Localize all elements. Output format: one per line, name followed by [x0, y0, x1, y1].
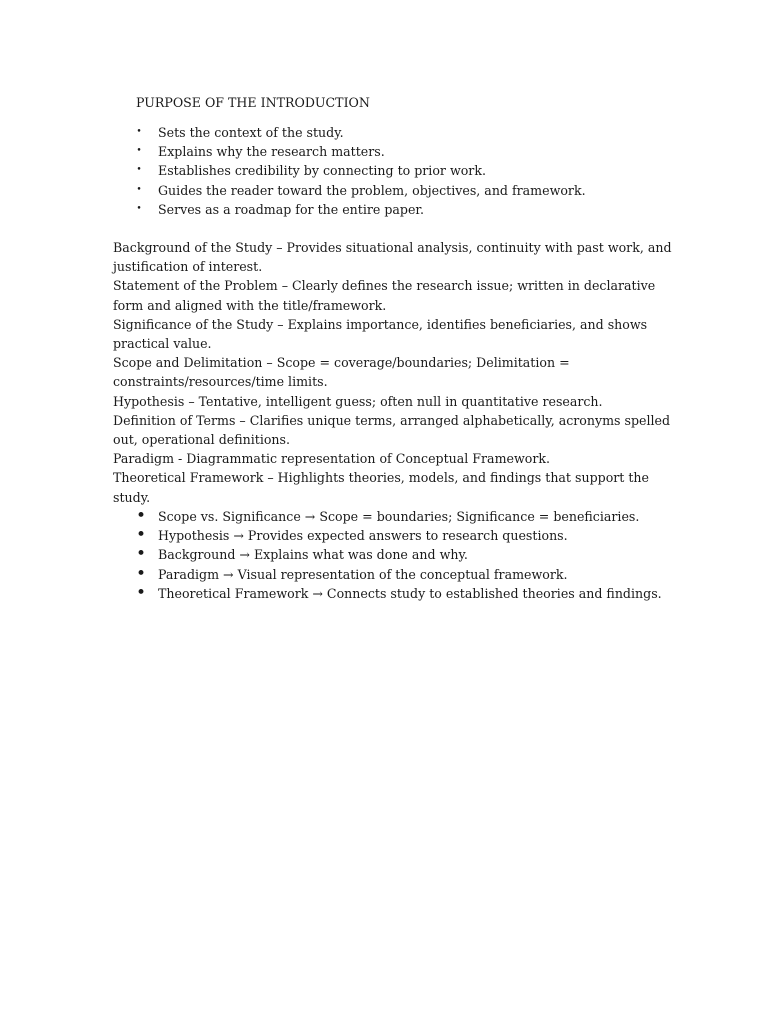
bullet-icon: • — [136, 127, 142, 137]
list-item-text: Paradigm → Visual representation of the conceptual framework. — [158, 566, 568, 582]
section-descriptions — [113, 238, 673, 507]
bullet-icon: • — [136, 203, 142, 214]
list-item-text: Explains why the research matters. — [158, 144, 385, 160]
bullet-icon: • — [136, 146, 142, 157]
bullet-icon: • — [136, 525, 147, 546]
bullet-icon: • — [136, 506, 147, 526]
section-heading: PURPOSE OF THE INTRODUCTION — [136, 95, 370, 110]
paragraph-background: Background of the Study – Provides situational analysis, continuity with past work, and justification of interest. — [113, 240, 672, 275]
paragraph-theoretical-framework: Theoretical Framework – Highlights theories, models, and findings that support the study. — [113, 470, 649, 505]
paragraph-hypothesis: Hypothesis – Tentative, intelligent guess; often null in quantitative research. — [113, 393, 603, 409]
bullet-icon: • — [136, 165, 142, 176]
list-item-text: Theoretical Framework → Connects study to established theories and findings. — [158, 585, 662, 601]
paragraph-definition-of-terms: Definition of Terms – Clarifies unique terms, arranged alphabetically, acronyms spelled out, operational definitions. — [113, 412, 671, 448]
bullet-icon: • — [136, 563, 147, 584]
paragraph-scope-delimitation: Scope and Delimitation – Scope = coverage/boundaries; Delimitation = constraints/resources/time limits. — [113, 355, 570, 390]
list-item-text: Background → Explains what was done and why. — [158, 547, 468, 563]
paragraph-significance: Significance of the Study – Explains importance, identifies beneficiaries, and shows practical value. — [113, 316, 648, 352]
list-item-text: Serves as a roadmap for the entire paper. — [158, 201, 425, 217]
bullet-icon: • — [136, 582, 147, 603]
list-item-text: Sets the context of the study. — [158, 125, 344, 140]
list-item-text: Hypothesis → Provides expected answers to research questions. — [158, 528, 568, 544]
bullet-icon: • — [136, 544, 147, 565]
paragraph-paradigm: Paradigm - Diagrammatic representation of Conceptual Framework. — [113, 451, 550, 467]
paragraph-statement-of-problem: Statement of the Problem – Clearly defines the research issue; written in declarative form and aligned with the title/framework. — [113, 278, 656, 313]
list-item-text: Scope vs. Significance → Scope = boundaries; Significance = beneficiaries. — [158, 509, 640, 524]
bullet-icon: • — [136, 184, 142, 195]
list-item-text: Establishes credibility by connecting to prior work. — [158, 163, 486, 179]
list-item-text: Guides the reader toward the problem, objectives, and framework. — [158, 182, 586, 198]
